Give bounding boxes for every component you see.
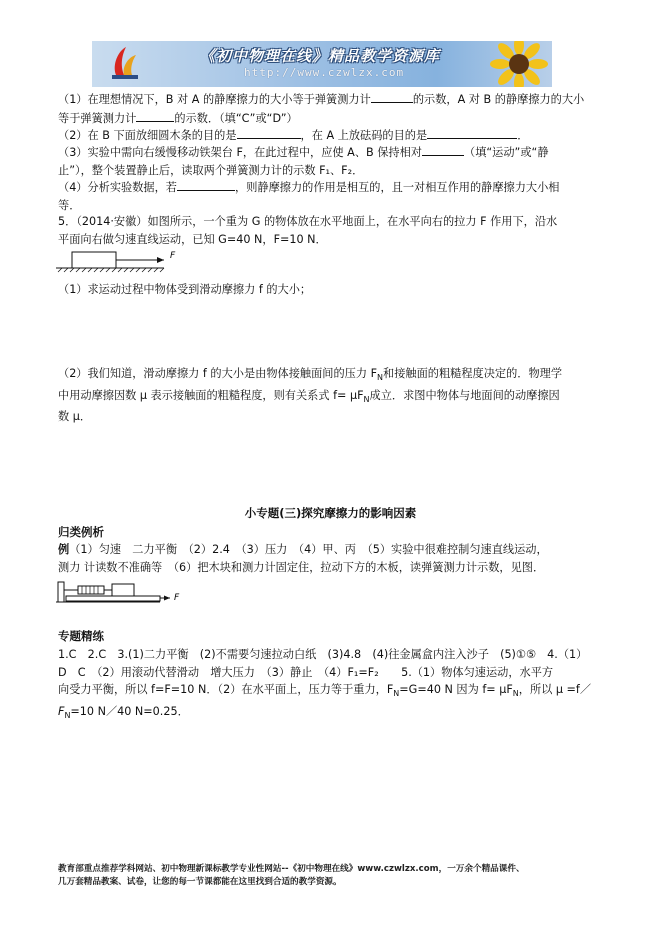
question-5-2: （2）我们知道，滑动摩擦力 f 的大小是由物体接触面间的压力 $F_N$和接触面的粗糙程度决定的．物理学 中用动摩擦因数 μ 表示接触面的粗糙程度，则有关系式 $f= \mu F_N$成立．求图中物体与地面间的动摩擦因 数 μ．	[58, 367, 563, 424]
force-label: F	[174, 593, 180, 603]
question-part-3: （3）实验中需向右缓慢移动铁架台 F，在此过程中，应使 A、B 保持相对 （填“运动”或“静 止”），整个装置静止后，读取两个弹簧测力计的示数 F₁、F₂．	[58, 143, 613, 179]
subheading-practice: 专题精练	[58, 629, 104, 643]
page-footer: 教育部重点推荐学科网站、初中物理新课标教学专业性网站--《初中物理在线》www.czwlzx.com，一万余个精品课件、 几万套精品教案、试卷，让您的每一节课都能在这里找到合适的教学资源。	[58, 864, 525, 887]
question-5-1: （1）求运动过程中物体受到滑动摩擦力 f 的大小；	[58, 283, 312, 296]
figure-block-on-ground	[56, 248, 196, 278]
question-part-2: （2）在 B 下面放细圆木条的目的是 ，在 A 上放砝码的目的是 ．	[58, 126, 613, 145]
example-answer: 例（1）匀速 二力平衡 （2）2.4 （3）压力 （4）甲、丙 （5）实验中很难控制匀速直线运动， 测力 计读数不准确等 （6）把木块和测力计固定住，拉动下方的木板，读弹簧测力计示数，见图．	[58, 543, 548, 574]
answer-blank	[177, 178, 235, 191]
banner-url: http://www.czwlzx.com	[244, 66, 405, 79]
site-logo-icon	[110, 45, 140, 81]
question-5: 5．（2014·安徽）如图所示，一个重为 G 的物体放在水平地面上，在水平向右的拉力 F 作用下，沿水 平面向右做匀速直线运动，已知 G=40 N，F=10 N．	[58, 215, 558, 246]
question-part-4: （4）分析实验数据，若 ，则静摩擦力的作用是相互的，且一对相互作用的静摩擦力大小相 等．	[58, 178, 613, 214]
section-heading: 小专题(三)探究摩擦力的影响因素	[244, 506, 417, 520]
answer-blank	[427, 126, 517, 139]
banner-title: 《初中物理在线》精品教学资源库	[200, 47, 441, 65]
answer-blank	[237, 126, 301, 139]
answer-blank	[371, 90, 413, 103]
practice-answers: 1.C 2.C 3.(1)二力平衡 (2)不需要匀速拉动白纸 (3)4.8 (4)往金属盒内注入沙子 (5)①⑤ 4.（1） D C （2）用滚动代替滑动 增大压力 （3）静止 （4）F₁=F₂ 5.（1）物体匀速运动，水平方 向受力平衡，所以 f=F=10 N．（2）在水平面上，压力等于重力，$F_N=G=40$ N 因为 $f= \mu F_N$，所以 μ =f／ $F_N=10$ N／40 N=0.25．	[58, 648, 592, 720]
answer-blank	[422, 143, 464, 156]
header-banner	[92, 41, 552, 87]
answer-blank	[136, 109, 174, 122]
force-label: F	[170, 251, 176, 261]
figure-spring-scale-board	[56, 580, 196, 610]
subheading-examples: 归类例析	[58, 525, 104, 539]
question-part-1: （1）在理想情况下，B 对 A 的静摩擦力的大小等于弹簧测力计 的示数，A 对 B 的静摩擦力的大小 等于弹簧测力计 的示数．（填“C”或“D”）	[58, 90, 613, 127]
sunflower-icon	[490, 41, 548, 87]
